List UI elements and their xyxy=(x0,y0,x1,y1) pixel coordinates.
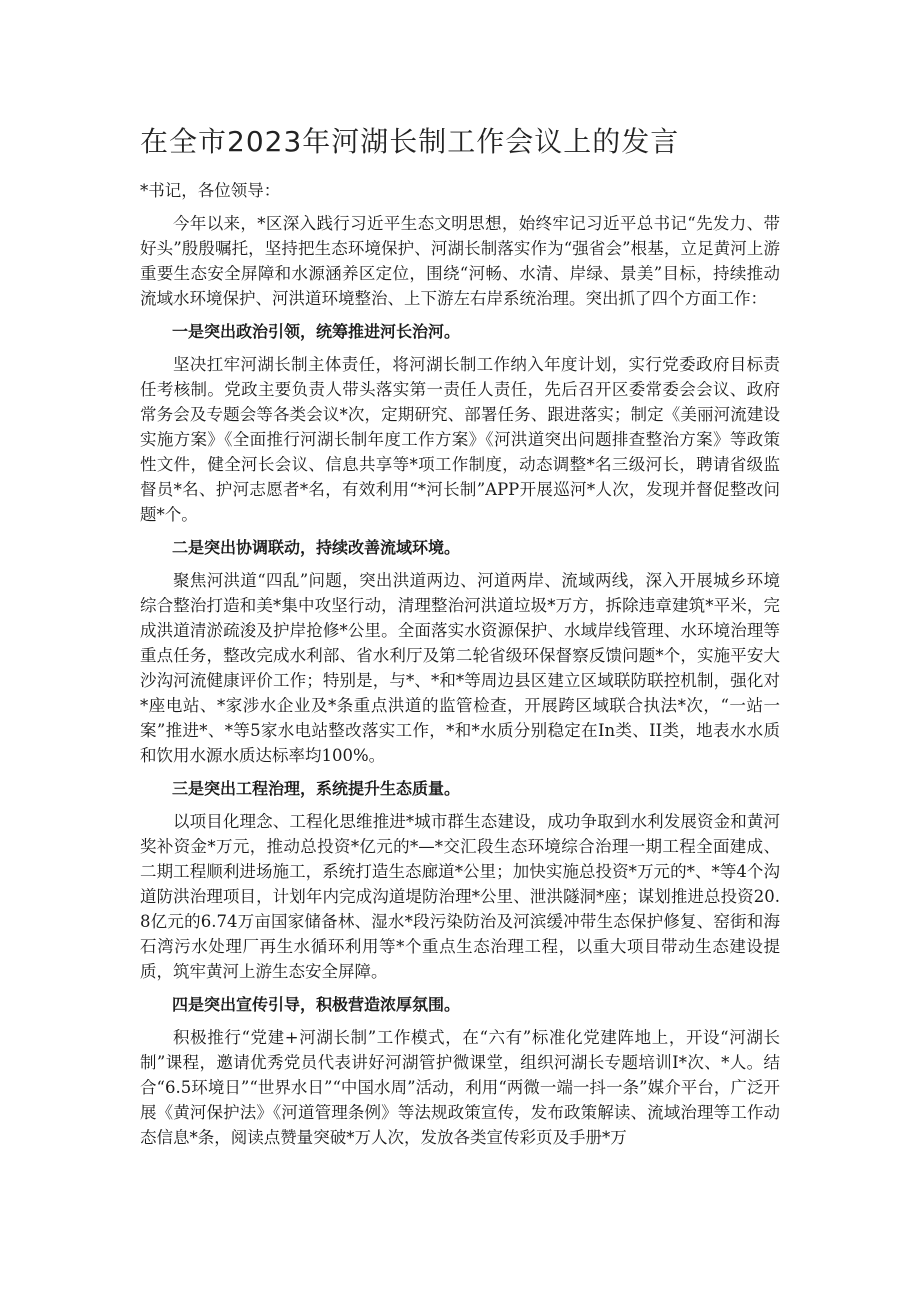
section-2-heading: 二是突出协调联动，持续改善流域环境。 xyxy=(172,538,461,557)
section-3-text: 以项目化理念、工程化思维推进*城市群生态建设，成功争取到水利发展资金和黄河奖补资金*万元，推动总投资*亿元的*—*交汇段生态环境综合治理一期工程全面建成、二期工程顺利进场施工，系统打造生态廊道*公里；加快实施总投资*万元的*、*等4个沟道防洪治理项目，计划年内完成沟道堤防治理*公里、泄洪隧洞*座；谋划推进总投资20.8亿元的6.74万亩国家储备林、湿水*段污染防治及河滨缓冲带生态保护修复、窑街和海石湾污水处理厂再生水循环利用等*个重点生态治理工程，以重大项目带动生态建设提质，筑牢黄河上游生态安全屏障。 xyxy=(140,812,780,981)
intro-paragraph: 今年以来，*区深入践行习近平生态文明思想，始终牢记习近平总书记“先发力、带好头”殷殷嘱托，坚持把生态环境保护、河湖长制落实作为“强省会”根基，立足黄河上游重要生态安全屏障和水源涵养区定位，围绕“河畅、水清、岸绿、景美”目标，持续推动流域水环境保护、河洪道环境整治、上下游左右岸系统治理。突出抓了四个方面工作： xyxy=(140,214,780,308)
section-2-text: 聚焦河洪道“四乱”问题，突出洪道两边、河道两岸、流域两线，深入开展城乡环境综合整治打造和美*集中攻坚行动，清理整治河洪道垃圾*万方，拆除违章建筑*平米，完成洪道清淤疏浚及护岸抢修*公里。全面落实水资源保护、水域岸线管理、水环境治理等重点任务，整改完成水利部、省水利厅及第二轮省级环保督察反馈问题*个，实施平安大沙沟河流健康评价工作；特别是，与*、*和*等周边县区建立区域联防联控机制，强化对*座电站、*家涉水企业及*条重点洪道的监管检查，开展跨区域联合执法*次，“一站一案”推进*、*等5家水电站整改落实工作，*和*水质分别稳定在In类、II类，地表水水质和饮用水源水质达标率均100%。 xyxy=(140,571,780,765)
section-3-heading: 三是突出工程治理，系统提升生态质量。 xyxy=(172,779,461,798)
section-1-text: 坚决扛牢河湖长制主体责任，将河湖长制工作纳入年度计划，实行党委政府目标责任考核制。党政主要负责人带头落实第一责任人责任，先后召开区委常委会会议、政府常务会及专题会等各类会议*次，定期研究、部署任务、跟进落实；制定《美丽河流建设实施方案》《全面推行河湖长制年度工作方案》《河洪道突出问题排查整治方案》等政策性文件，健全河长会议、信息共享等*项工作制度，动态调整*名三级河长，聘请省级监督员*名、护河志愿者*名，有效利用“*河长制”APP开展巡河*人次，发现并督促整改问题*个。 xyxy=(140,355,780,524)
section-4-heading: 四是突出宣传引导，积极营造浓厚氛围。 xyxy=(172,995,461,1014)
section-4-text: 积极推行“党建+河湖长制”工作模式，在“六有”标准化党建阵地上，开设“河湖长制”课程，邀请优秀党员代表讲好河湖管护微课堂，组织河湖长专题培训I*次、*人。结合“6.5环境日”“世界水日”“中国水周”活动，利用“两微一端一抖一条”媒介平台，广泛开展《黄河保护法》《河道管理条例》等法规政策宣传，发布政策解读、流域治理等工作动态信息*条，阅读点赞量突破*万人次，发放各类宣传彩页及手册*万 xyxy=(140,1028,780,1147)
document-title: 在全市2023年河湖长制工作会议上的发言 xyxy=(140,125,680,158)
salutation: *书记，各位领导： xyxy=(140,181,281,200)
document-body xyxy=(140,178,780,1158)
section-1-heading: 一是突出政治引领，统筹推进河长治河。 xyxy=(172,322,461,341)
